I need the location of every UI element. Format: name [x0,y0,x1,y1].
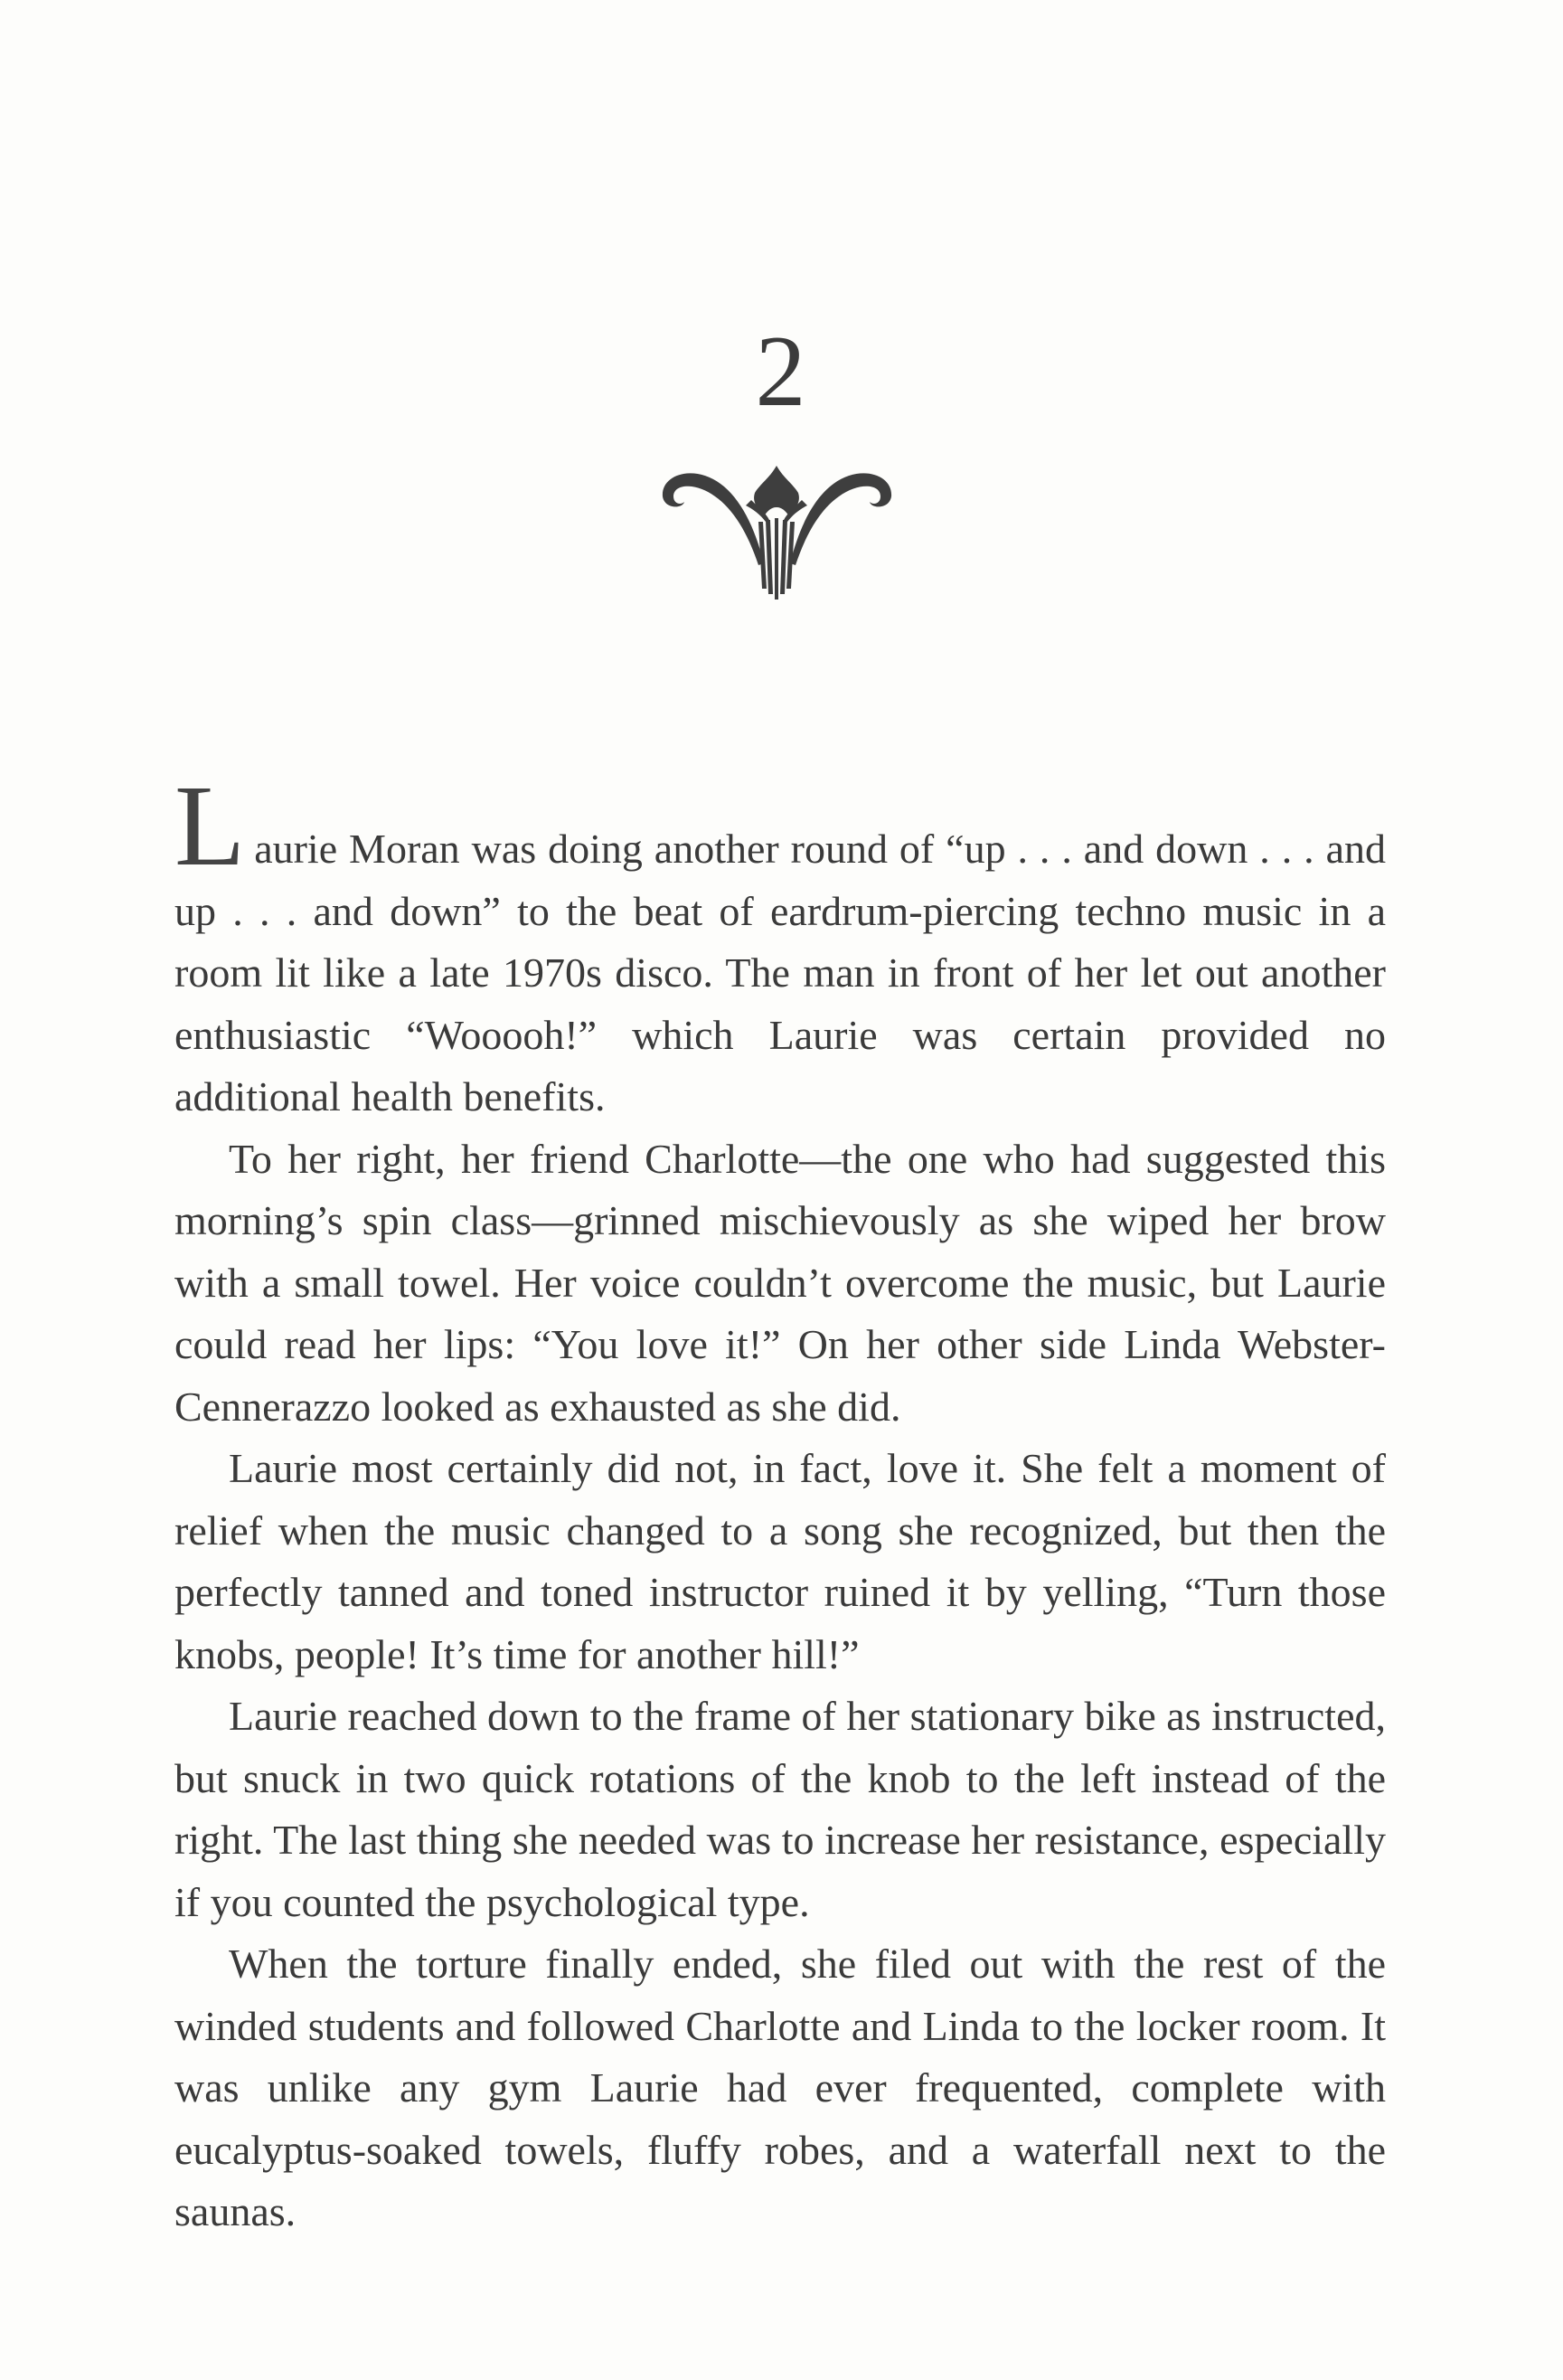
chapter-body [174,761,1386,2243]
fleuron-ornament-icon [657,457,897,601]
paragraph: To her right, her friend Charlotte—the one who had suggested this morning’s spin class—grinned mischievously as she wiped her brow with a small towel. Her voice couldn’t overcome the music, but Laurie could read her lips: “You love it!” On her other side Linda Webster-Cennerazzo looked as exhausted as she did. [174,1135,1386,1430]
paragraph: Laurie most certainly did not, in fact, love it. She felt a moment of relief when the music changed to a song she recognized, but then the perfectly tanned and toned instructor ruined it by yelling, “Turn those knobs, people! It’s time for another hill!” [174,1445,1386,1677]
paragraph: When the torture finally ended, she filed out with the rest of the winded students and followed Charlotte and Linda to the locker room. It was unlike any gym Laurie had ever frequented, complete with eucalyptus-soaked towels, fluffy robes, and a waterfall next to the saunas. [174,1941,1386,2234]
paragraph: Laurie reached down to the frame of her stationary bike as instructed, but snuck in two quick rotations of the knob to the left instead of the right. The last thing she needed was to increase her resistance, especially if you counted the psychological type. [174,1693,1386,1925]
paragraph-text: aurie Moran was doing another round of “up . . . and down . . . and up . . . and down” to the beat of eardrum-piercing techno music in a room lit like a late 1970s disco. The man in front of her let out another enthusiastic “Wooooh!” which Laurie was certain provided no additional health benefits. [174,826,1386,1119]
chapter-number: 2 [755,316,808,428]
drop-cap: L [174,761,246,890]
paragraph [174,761,1386,1129]
